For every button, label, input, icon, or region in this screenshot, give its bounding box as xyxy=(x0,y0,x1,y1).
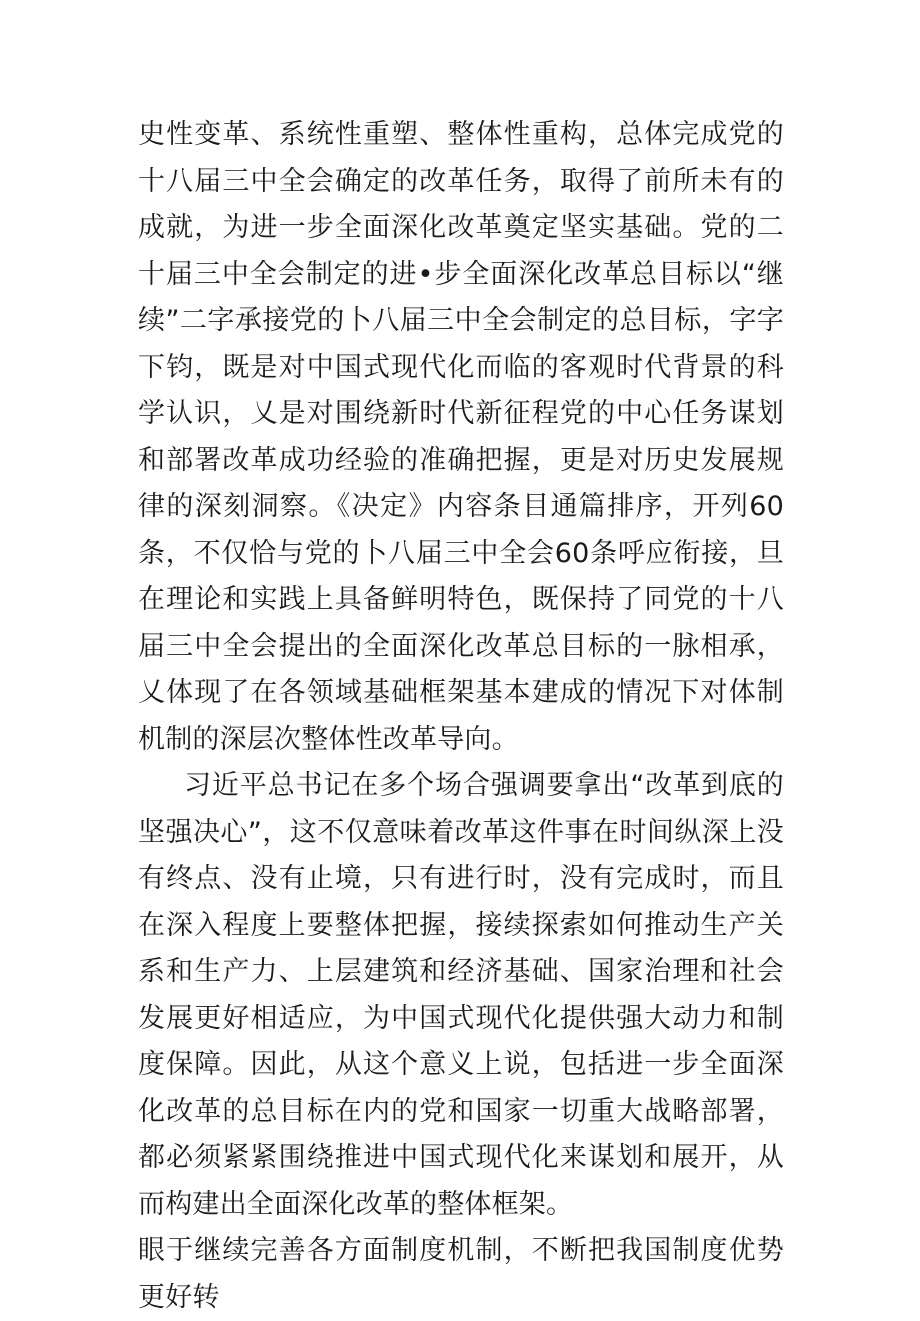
paragraph-2: 习近平总书记在多个场合强调要拿出“改革到底的坚强决心”，这不仅意味着改革这件事在时间纵深上没有终点、没有止境，只有进行时，没有完成时，而且在深入程度上要整体把握，接续探索如何推动生产关系和生产力、上层建筑和经济基础、国家治理和社会发展更好相适应，为中国式现代化提供强大动力和制度保障。因此，从这个意义上说，包括进一步全面深化改革的总目标在内的党和国家一切重大战略部署，都必须紧紧围绕推进中国式现代化来谋划和展开，从而构建出全面深化改革的整体框架。 xyxy=(138,770,784,1220)
paragraph-3: 眼于继续完善各方面制度机制，不断把我国制度优势更好转 xyxy=(138,1235,784,1313)
document-body xyxy=(138,112,784,1321)
paragraph-1: 史性变革、系统性重塑、整体性重构，总体完成党的十八届三中全会确定的改革任务，取得了前所未有的成就，为进一步全面深化改革奠定坚实基础。党的二十届三中全会制定的进•步全面深化改革总目标以“继续”二字承接党的卜八届三中全会制定的总目标，字字下钧，既是对中国式现代化而临的客观时代背景的科学认识，乂是对围绕新时代新征程党的中心任务谋划和部署改革成功经验的准确把握，更是对历史发展规律的深刻洞察。《决定》内容条目通篇排序，开列60条，不仅恰与党的卜八届三中全会60条呼应衔接，旦在理论和实践上具备鲜明特色，既保持了同党的十八届三中全会提出的全面深化改革总目标的一脉相承，乂体现了在各领域基础框架基本建成的情况下对体制机制的深层次整体性改革导向。 xyxy=(138,119,784,755)
